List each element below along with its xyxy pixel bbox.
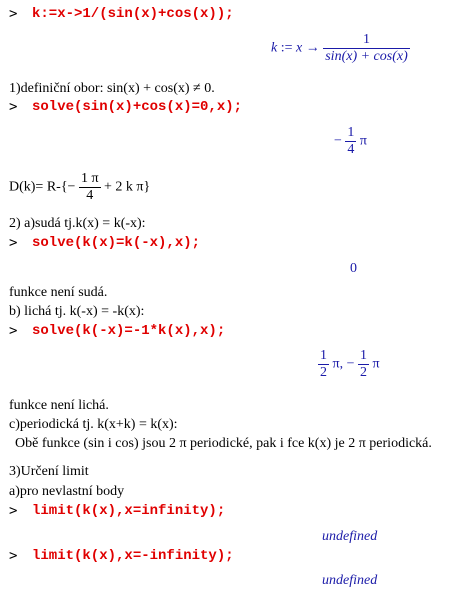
output-var: x <box>296 40 303 56</box>
text-odd-heading: b) lichá tj. k(-x) = -k(x): <box>9 304 145 319</box>
output-solve-domain <box>334 125 367 158</box>
fraction-denominator: sin(x) + cos(x) <box>325 49 408 64</box>
output-limit-plus-infinity: undefined <box>322 529 378 544</box>
command-define-k[interactable]: k:=x->1/(sin(x)+cos(x)); <box>32 6 234 22</box>
output-separator: π, − <box>332 356 355 372</box>
output-fraction <box>345 125 356 158</box>
fraction-numerator: 1 <box>347 125 355 140</box>
output-lhs: k <box>271 40 278 56</box>
output-pi: π <box>359 133 367 149</box>
text-domain: 1)definiční obor: sin(x) + cos(x) ≠ 0. <box>9 81 215 96</box>
text-improper-points: a)pro nevlastní body <box>9 484 125 499</box>
output-limit-minus-infinity: undefined <box>322 573 378 588</box>
text-domain-result <box>9 171 150 204</box>
prompt-symbol: > <box>9 235 18 251</box>
output-arrow: → <box>305 40 320 56</box>
text-periodic-heading: c)periodická tj. k(x+k) = k(x): <box>9 417 178 432</box>
fraction-denominator: 2 <box>320 365 327 380</box>
text-even-heading: 2) a)sudá tj.k(x) = k(-x): <box>9 216 146 231</box>
prompt-symbol: > <box>9 503 18 519</box>
output-assign: := <box>280 40 293 56</box>
domain-fraction <box>79 171 101 204</box>
fraction-numerator: 1 π <box>80 171 99 186</box>
output-fraction-a <box>318 348 329 381</box>
output-solve-even: 0 <box>350 261 357 276</box>
prompt-symbol: > <box>9 99 18 115</box>
fraction-denominator: 2 <box>359 365 367 380</box>
domain-prefix: D(k)= R-{− <box>9 179 76 195</box>
fraction-numerator: 1 <box>320 348 327 363</box>
command-solve-domain[interactable]: solve(sin(x)+cos(x)=0,x); <box>32 99 243 115</box>
output-solve-odd <box>318 348 380 381</box>
fraction-denominator: 4 <box>347 142 355 157</box>
prompt-symbol: > <box>9 6 18 22</box>
fraction-numerator: 1 <box>363 32 370 47</box>
text-limits-heading: 3)Určení limit <box>9 464 89 479</box>
prompt-symbol: > <box>9 323 18 339</box>
prompt-symbol: > <box>9 548 18 564</box>
command-solve-even[interactable]: solve(k(x)=k(-x),x); <box>32 235 201 251</box>
output-definition <box>271 32 410 65</box>
output-fraction-b <box>358 348 369 381</box>
command-solve-odd[interactable]: solve(k(-x)=-1*k(x),x); <box>32 323 226 339</box>
output-fraction <box>323 32 410 65</box>
text-periodic-explanation: Obě funkce (sin i cos) jsou 2 π periodické, pak i fce k(x) je 2 π periodická. <box>15 436 432 451</box>
output-pi: π <box>372 356 380 372</box>
text-not-even: funkce není sudá. <box>9 285 108 300</box>
domain-suffix: + 2 k π} <box>104 179 151 195</box>
fraction-denominator: 4 <box>79 187 101 204</box>
command-limit-minus-infinity[interactable]: limit(k(x),x=-infinity); <box>32 548 234 564</box>
output-sign: − <box>334 133 342 149</box>
command-limit-plus-infinity[interactable]: limit(k(x),x=infinity); <box>32 503 226 519</box>
text-not-odd: funkce není lichá. <box>9 398 109 413</box>
fraction-numerator: 1 <box>359 348 367 363</box>
